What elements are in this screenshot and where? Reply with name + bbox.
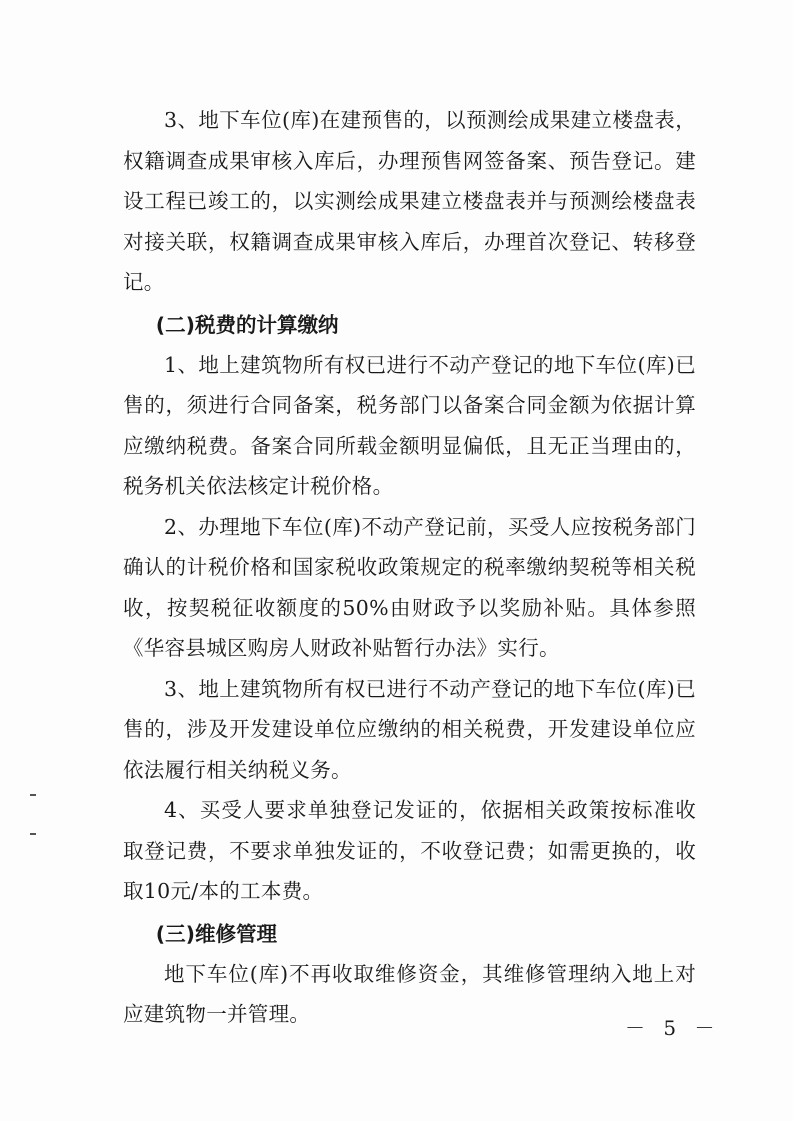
scan-mark	[30, 833, 36, 835]
paragraph-registration-fee: 4、买受人要求单独登记发证的，依据相关政策按标准收取登记费，不要求单独发证的，不收登记费；如需更换的，收取10元/本的工本费。	[123, 798, 696, 903]
paragraph-presale-registration: 3、地下车位(库)在建预售的，以预测绘成果建立楼盘表，权籍调查成果审核入库后，办理预售网签备案、预告登记。建设工程已竣工的，以实测绘成果建立楼盘表并与预测绘楼盘表对接关联，权籍调查成果审核入库后，办理首次登记、转移登记。	[123, 108, 696, 294]
section-heading-taxes: (二)税费的计算缴纳	[155, 312, 339, 337]
document-body	[123, 100, 696, 1035]
paragraph-deed-tax-subsidy: 2、办理地下车位(库)不动产登记前，买受人应按税务部门确认的计税价格和国家税收政策规定的税率缴纳契税等相关税收，按契税征收额度的50%由财政予以奖励补贴。具体参照《华容县城区购房人财政补贴暂行办法》实行。	[123, 514, 696, 660]
section-heading-maintenance: (三)维修管理	[155, 921, 278, 946]
page-number: － 5 －	[625, 1016, 721, 1040]
scan-mark	[30, 794, 36, 796]
paragraph-tax-contract-filing: 1、地上建筑物所有权已进行不动产登记的地下车位(库)已售的，须进行合同备案，税务部门以备案合同金额为依据计算应缴纳税费。备案合同所载金额明显偏低，且无正当理由的，税务机关依法核定计税价格。	[123, 352, 696, 498]
paragraph-maintenance-management: 地下车位(库)不再收取维修资金，其维修管理纳入地上对应建筑物一并管理。	[123, 961, 696, 1026]
paragraph-developer-tax: 3、地上建筑物所有权已进行不动产登记的地下车位(库)已售的，涉及开发建设单位应缴纳的相关税费，开发建设单位应依法履行相关纳税义务。	[123, 676, 696, 782]
